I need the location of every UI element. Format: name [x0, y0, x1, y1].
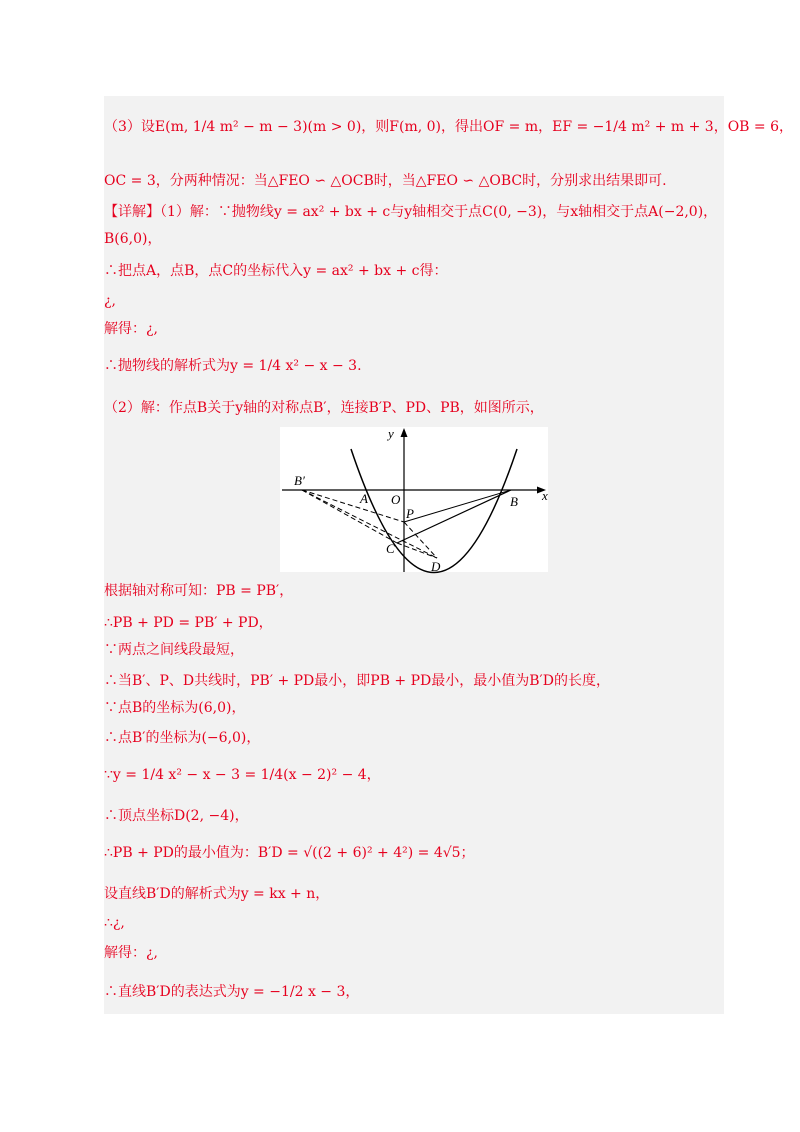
- detail-part1-line5: 解得：¿,: [104, 321, 158, 337]
- detail-part1-line6: ∴抛物线的解析式为y = 1/4 x² − x − 3.: [104, 358, 362, 374]
- label-p: P: [406, 506, 414, 521]
- label-y-axis: y: [388, 426, 394, 441]
- label-b: B: [510, 494, 518, 509]
- detail-part2-line1: （2）解：作点B关于y轴的对称点B′，连接B′P、PD、PB，如图所示，: [104, 400, 544, 416]
- parabola-figure-svg: [280, 427, 548, 572]
- label-x-axis: x: [542, 488, 548, 503]
- segment-p-d: [404, 522, 437, 558]
- detail-part2-line14: ∴直线B′D的表达式为y = −1/2 x − 3，: [104, 984, 360, 1000]
- detail-part2-line9: ∴顶点坐标D(2, −4)，: [104, 808, 249, 824]
- detail-part2-line11: 设直线B′D的解析式为y = kx + n，: [104, 886, 330, 902]
- detail-part2-line8: ∵y = 1/4 x² − x − 3 = 1/4(x − 2)² − 4，: [104, 767, 381, 783]
- label-b-prime: B′: [294, 473, 305, 488]
- detail-part1-line1: 【详解】（1）解：∵抛物线y = ax² + bx + c与y轴相交于点C(0, −3)，与x轴相交于点A(−2,0)，: [104, 204, 718, 220]
- segment-b-prime-d: [302, 490, 437, 558]
- detail-part2-line10: ∴PB + PD的最小值为：B′D = √((2 + 6)² + 4²) = 4√5；: [104, 845, 475, 861]
- detail-part2-line3: ∴PB + PD = PB′ + PD，: [104, 615, 273, 631]
- part3-hint-line1: （3）设E(m, 1/4 m² − m − 3)(m > 0)，则F(m, 0)，得出OF = m，EF = −1/4 m² + m + 3，OB = 6，: [104, 119, 794, 135]
- detail-part1-line2: B(6,0)，: [104, 231, 162, 247]
- segment-b-prime-p: [302, 490, 404, 522]
- detail-part2-line5: ∴当B′、P、D共线时，PB′ + PD最小，即PB + PD最小，最小值为B′D的长度，: [104, 673, 610, 689]
- segment-c-b: [397, 490, 511, 543]
- detail-part1-line3: ∴把点A，点B，点C的坐标代入y = ax² + bx + c得：: [104, 263, 448, 279]
- parabola-figure: [280, 427, 548, 572]
- label-a: A: [360, 491, 368, 506]
- detail-part2-line7: ∴点B′的坐标为(−6,0)，: [104, 730, 261, 746]
- detail-part2-line2: 根据轴对称可知：PB = PB′，: [104, 583, 294, 599]
- detail-part2-line6: ∵点B的坐标为(6,0)，: [104, 700, 246, 716]
- label-c: C: [386, 541, 395, 556]
- detail-part2-line12: ∴¿,: [104, 915, 125, 931]
- part3-hint-line2: OC = 3，分两种情况：当△FEO ∽ △OCB时，当△FEO ∽ △OBC时，分别求出结果即可.: [104, 173, 667, 189]
- solution-content: [104, 96, 794, 1014]
- detail-part2-line4: ∵两点之间线段最短，: [104, 642, 244, 658]
- y-axis-arrow: [401, 428, 408, 437]
- segment-b-prime-c: [302, 490, 397, 543]
- label-d: D: [431, 559, 441, 574]
- parabola-curve: [351, 449, 517, 573]
- detail-part1-line4: ¿,: [104, 293, 116, 309]
- detail-part2-line13: 解得：¿,: [104, 945, 158, 961]
- label-o: O: [391, 492, 401, 507]
